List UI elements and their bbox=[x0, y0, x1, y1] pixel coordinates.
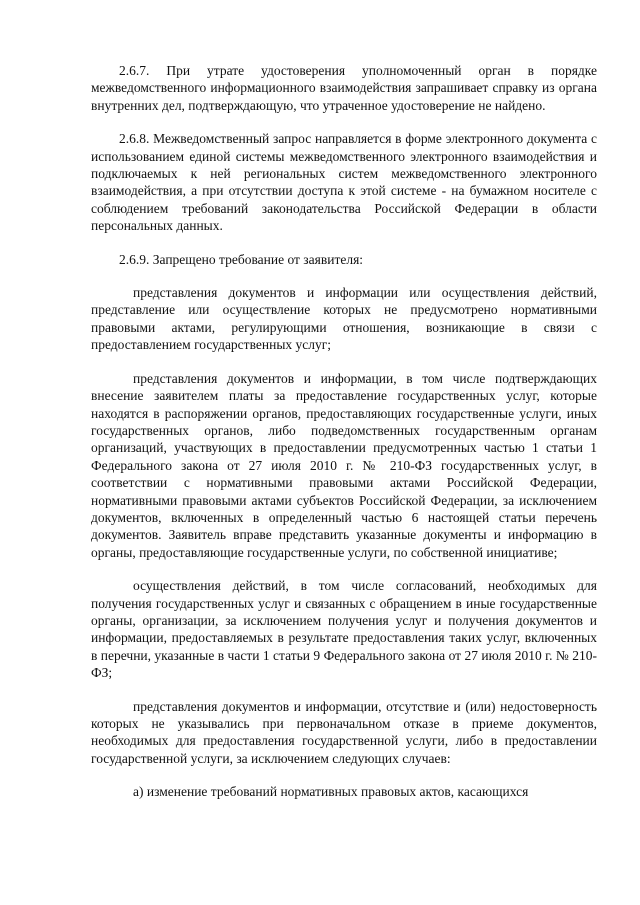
list-item-exception-a: а) изменение требований нормативных правовых актов, касающихся bbox=[133, 784, 529, 800]
list-item-prohibition-3: осуществления действий, в том числе согласований, необходимых для получения государственных услуг и связанных с обращением в иные государственные органы, организации, за исключением получения услуг и получения документов и информации, предоставляемых в результате предоставления таких услуг, включенных в перечни, указанные в части 1 статьи 9 Федерального закона от 27 июля 2010 г. № 210-ФЗ; bbox=[91, 578, 597, 681]
document-body bbox=[91, 62, 597, 817]
paragraph-2-6-7: 2.6.7. При утрате удостоверения уполномоченный орган в порядке межведомственного информационного взаимодействия запрашивает справку из органа внутренних дел, подтверждающую, что утраченное удостоверение не найдено. bbox=[91, 63, 597, 113]
list-item-prohibition-4: представления документов и информации, отсутствие и (или) недостоверность которых не указывались при первоначальном отказе в приеме документов, необходимых для предоставления государственной услуги, либо в предоставлении государственной услуги, за исключением следующих случаев: bbox=[91, 698, 597, 766]
paragraph-2-6-8: 2.6.8. Межведомственный запрос направляется в форме электронного документа с использованием единой системы межведомственного электронного взаимодействия и подключаемых к ней региональных систем межведомственного электронного взаимодействия, а при отсутствии доступа к этой системе - на бумажном носителе с соблюдением требований законодательства Российской Федерации в области персональных данных. bbox=[91, 131, 597, 234]
list-item-prohibition-1: представления документов и информации или осуществления действий, представление или осуществление которых не предусмотрено нормативными правовыми актами, регулирующими отношения, возникающие в связи с предоставлением государственных услуг; bbox=[91, 285, 597, 353]
paragraph-2-6-9: 2.6.9. Запрещено требование от заявителя: bbox=[119, 251, 364, 267]
list-item-prohibition-2: представления документов и информации, в том числе подтверждающих внесение заявителем платы за предоставление государственных услуг, которые находятся в распоряжении органов, предоставляющих государственные услуги, иных государственных органов, либо подведомственных государственным органам организаций, участвующих в предоставлении предусмотренных частью 1 статьи 1 Федерального закона от 27 июля 2010 г. № 210-ФЗ государственных услуг, в соответствии с нормативными правовыми актами Российской Федерации, нормативными правовыми актами субъектов Российской Федерации, за исключением документов, включенных в определенный частью 6 настоящей статьи перечень документов. Заявитель вправе представить указанные документы и информацию в органы, предоставляющие государственные услуги, по собственной инициативе; bbox=[91, 370, 597, 560]
